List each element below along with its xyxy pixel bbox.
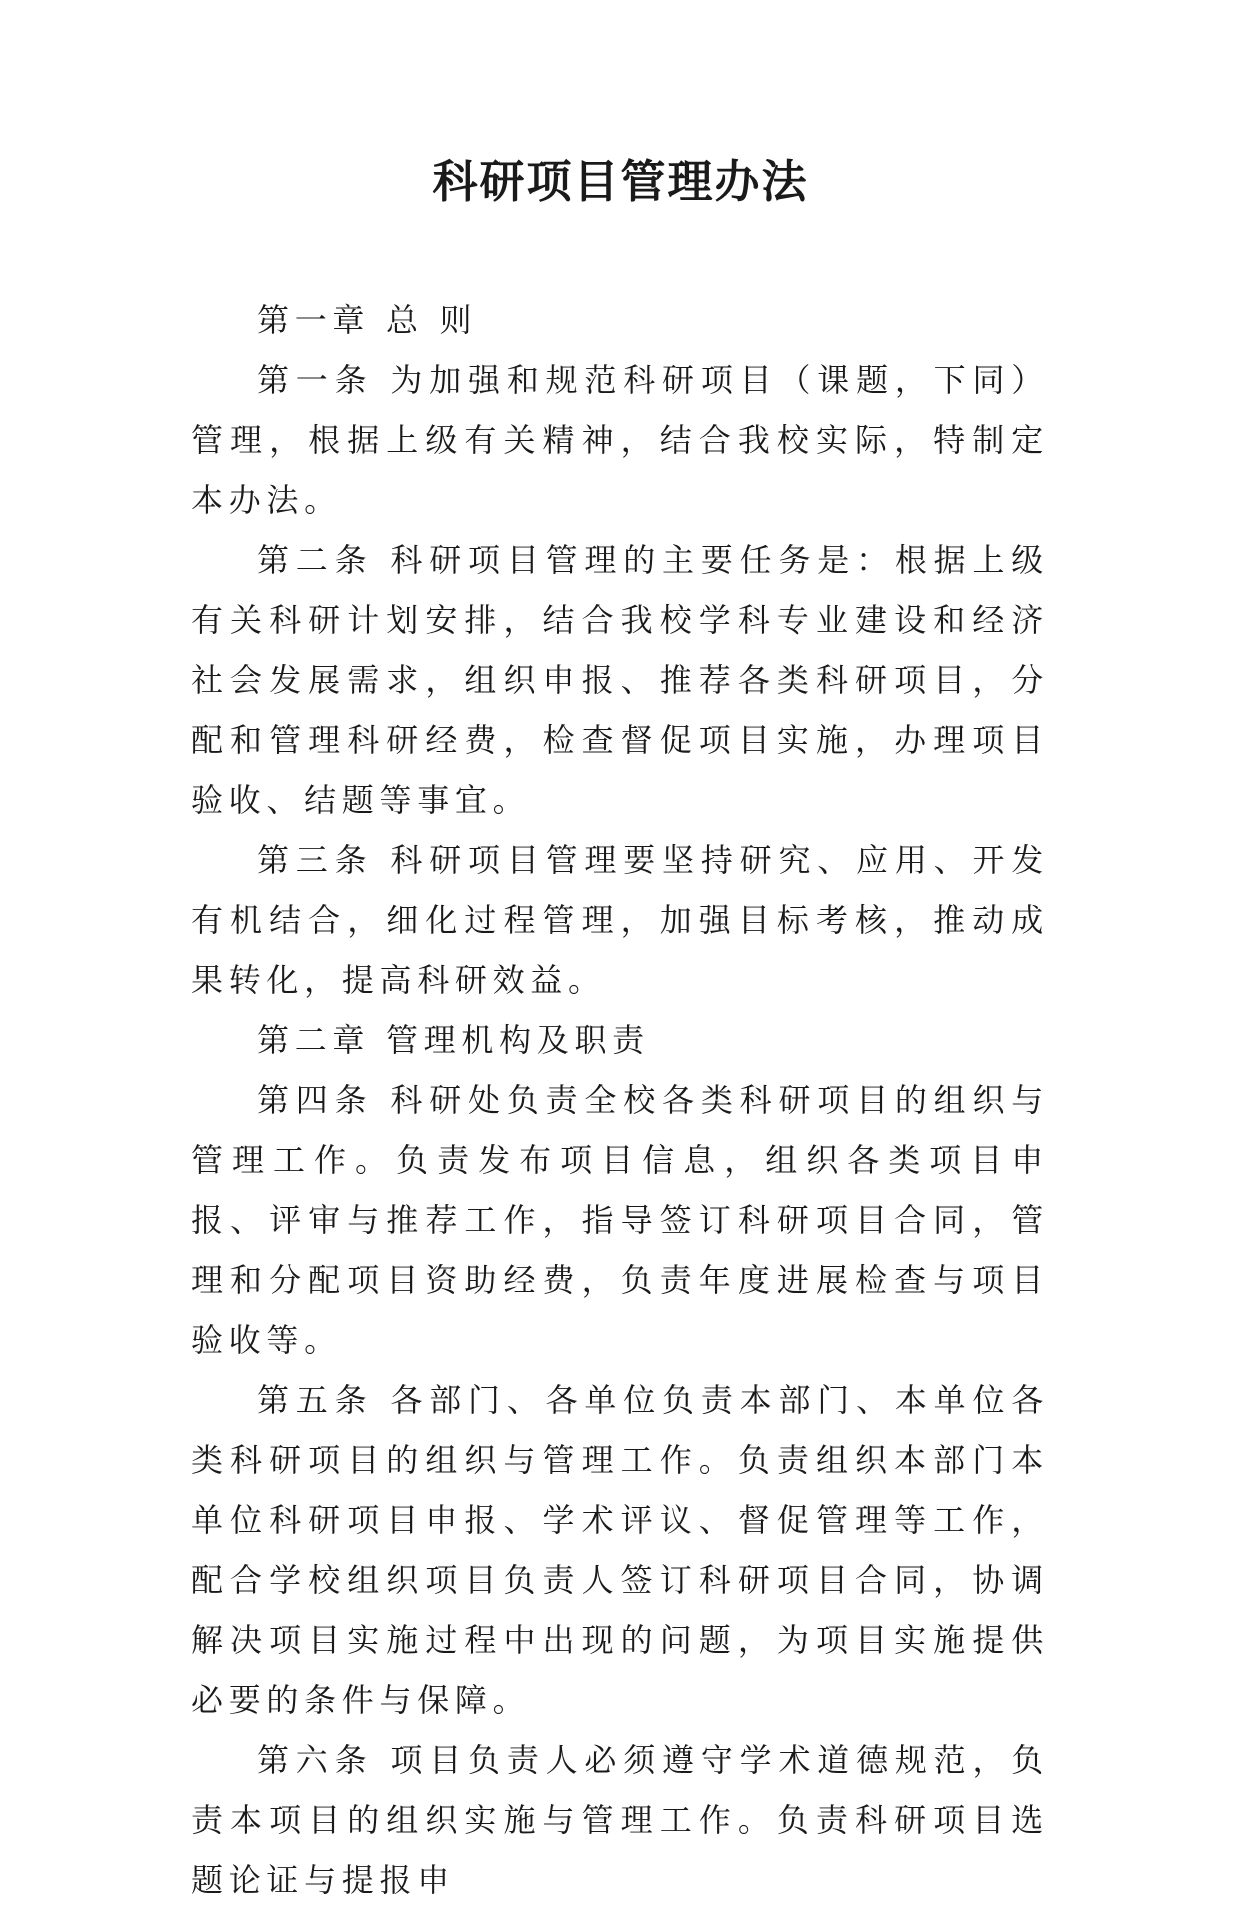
article-1: 第一条 为加强和规范科研项目（课题，下同）管理，根据上级有关精神，结合我校实际，特制定本办法。 bbox=[191, 361, 1049, 519]
document-title: 科研项目管理办法 bbox=[432, 155, 809, 208]
article-5: 第五条 各部门、各单位负责本部门、本单位各类科研项目的组织与管理工作。负责组织本部门本单位科研项目申报、学术评议、督促管理等工作，配合学校组织项目负责人签订科研项目合同，协调解决项目实施过程中出现的问题，为项目实施提供必要的条件与保障。 bbox=[191, 1381, 1049, 1719]
article-2: 第二条 科研项目管理的主要任务是：根据上级有关科研计划安排，结合我校学科专业建设和经济社会发展需求，组织申报、推荐各类科研项目，分配和管理科研经费，检查督促项目实施，办理项目验收、结题等事宜。 bbox=[191, 541, 1049, 819]
chapter-2-heading: 第二章 管理机构及职责 bbox=[257, 1021, 650, 1059]
article-6: 第六条 项目负责人必须遵守学术道德规范，负责本项目的组织实施与管理工作。负责科研项目选题论证与提报申 bbox=[191, 1741, 1049, 1899]
document-body bbox=[191, 290, 1049, 1910]
chapter-1-heading: 第一章 总 则 bbox=[257, 301, 478, 339]
article-3: 第三条 科研项目管理要坚持研究、应用、开发有机结合，细化过程管理，加强目标考核，推动成果转化，提高科研效益。 bbox=[191, 841, 1049, 999]
article-4: 第四条 科研处负责全校各类科研项目的组织与管理工作。负责发布项目信息，组织各类项目申报、评审与推荐工作，指导签订科研项目合同，管理和分配项目资助经费，负责年度进展检查与项目验收等。 bbox=[191, 1081, 1049, 1359]
